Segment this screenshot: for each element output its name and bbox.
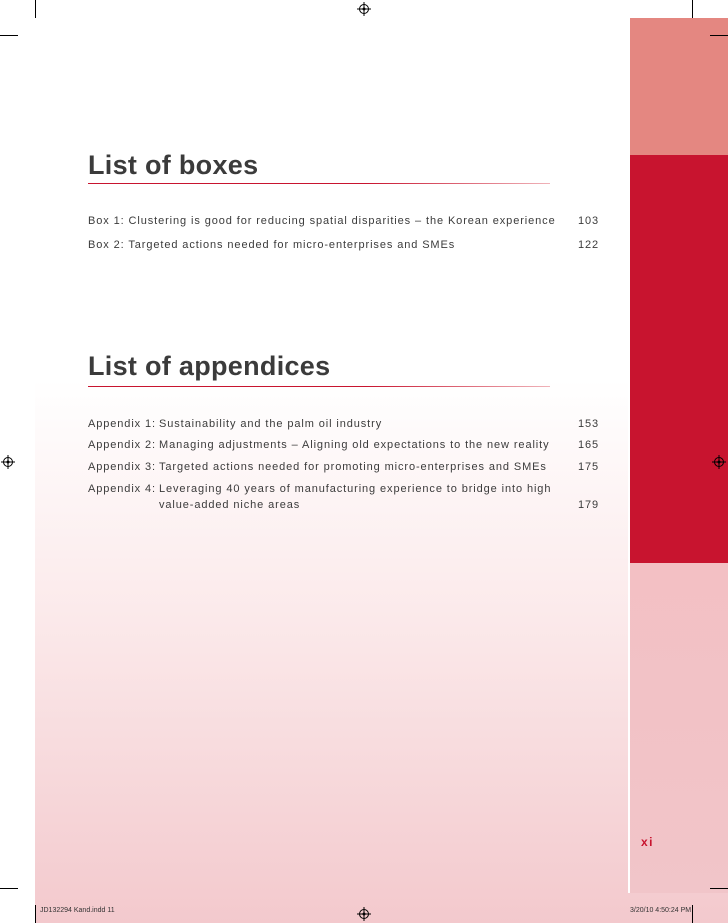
crop-mark: [710, 888, 728, 889]
crop-mark: [692, 0, 693, 18]
side-tab-divider: [628, 18, 630, 893]
side-tab-band-top: [630, 18, 728, 155]
appendix-label: Appendix 3:: [88, 461, 156, 473]
crop-mark: [0, 888, 18, 889]
boxes-heading: List of boxes: [88, 150, 259, 180]
boxes-heading-rule: [88, 183, 550, 184]
registration-mark-icon: [712, 455, 726, 469]
appendix-page: 153: [578, 418, 600, 430]
box-entry-page: 122: [578, 239, 600, 251]
appendix-title: Managing adjustments – Aligning old expectations to the new reality: [159, 439, 550, 451]
appendix-title: Sustainability and the palm oil industry: [159, 418, 383, 430]
slug-filename: JD132294 Kand.indd 11: [40, 907, 115, 914]
appendix-entry-4[interactable]: [88, 481, 618, 515]
box-entry-page: 103: [578, 215, 600, 227]
appendix-label: Appendix 4:: [88, 483, 156, 495]
side-tab-band-active: [630, 155, 728, 563]
appendix-title: Targeted actions needed for promoting micro-enterprises and SMEs: [159, 461, 547, 473]
crop-mark: [35, 905, 36, 923]
appendices-heading: List of appendices: [88, 351, 331, 381]
appendix-page: 179: [578, 499, 600, 511]
registration-mark-icon: [1, 455, 15, 469]
box-entry-text: Box 2: Targeted actions needed for micro-enterprises and SMEs: [88, 239, 456, 251]
crop-mark: [710, 35, 728, 36]
appendix-page: 165: [578, 439, 600, 451]
appendix-page: 175: [578, 461, 600, 473]
registration-mark-icon: [357, 2, 371, 16]
appendix-title: Leveraging 40 years of manufacturing experience to bridge into high: [159, 483, 552, 495]
slug-timestamp: 3/20/10 4:50:24 PM: [630, 907, 692, 914]
appendix-label: Appendix 2:: [88, 439, 156, 451]
appendix-label: Appendix 1:: [88, 418, 156, 430]
appendices-heading-rule: [88, 386, 550, 387]
page-folio: xi: [641, 835, 655, 849]
crop-mark: [0, 35, 18, 36]
crop-mark: [692, 905, 693, 923]
registration-mark-icon: [357, 907, 371, 921]
box-entry-text: Box 1: Clustering is good for reducing spatial disparities – the Korean experience: [88, 215, 556, 227]
crop-mark: [35, 0, 36, 18]
appendix-title-line2: value-added niche areas: [159, 499, 301, 511]
